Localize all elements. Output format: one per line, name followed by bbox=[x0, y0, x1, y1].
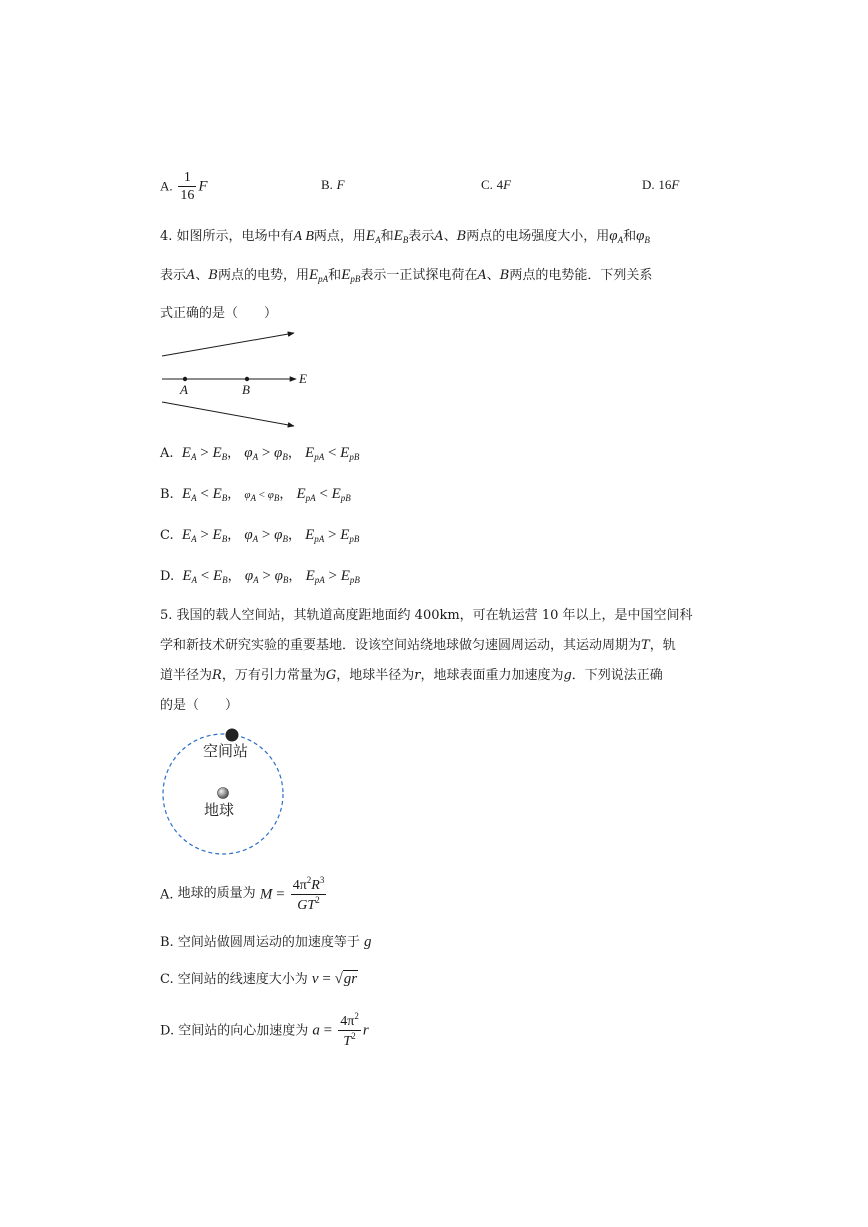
orbit-circle bbox=[163, 734, 283, 854]
q4-line-3: 式正确的是（ ） bbox=[160, 306, 278, 321]
q5-line-1: 5. 我国的载人空间站，其轨道高度距地面约 400km，可在轨运营 10 年以上，是中国空间科 bbox=[160, 608, 693, 623]
q4-option-c: C. $E_A > E_B$， $\varphi_A > \varphi_B$， $E_{pA} > E_{pB}$ bbox=[160, 527, 360, 544]
q5-option-c: C. 空间站的线速度大小为 v = √gr bbox=[160, 971, 358, 987]
point-a-label: A bbox=[180, 382, 188, 397]
field-e-label: E bbox=[299, 371, 307, 386]
point-b-dot bbox=[245, 377, 249, 381]
field-line-top bbox=[162, 333, 294, 356]
q4-option-d: D. $E_A < E_B$， $\varphi_A > \varphi_B$， $E_{pA} > E_{pB}$ bbox=[160, 568, 360, 585]
point-a-dot bbox=[183, 377, 187, 381]
q3-option-a: A. $\frac{1}{16}$ F bbox=[160, 170, 208, 204]
q4-line-1: 4. 如图所示，电场中有A B两点，用$E_A$和$E_B$表示A、B两点的电场强度大小，用$\varphi_A$和$\varphi_B$ bbox=[160, 228, 650, 245]
q5-option-a: A. 地球的质量为 M = $\frac{4\pi^2R^3}{GT^2}$ bbox=[160, 875, 325, 914]
q5-line-4: 的是（ ） bbox=[160, 698, 239, 713]
mass-fraction: $\frac{4\pi^2R^3}{GT^2}$ bbox=[292, 875, 325, 914]
q5-option-b: B. 空间站做圆周运动的加速度等于 g bbox=[160, 934, 372, 950]
q5-option-d: D. 空间站的向心加速度为 a = $\frac{4\pi^2}{T^2}$ r bbox=[160, 1011, 369, 1050]
q3-option-c: C. 4F bbox=[481, 177, 512, 192]
q4-option-a: A. $E_A > E_B$， $\varphi_A > \varphi_B$， $E_{pA} < E_{pB}$ bbox=[160, 445, 360, 462]
field-line-bottom bbox=[162, 402, 294, 426]
q4-line-2: 表示A、B两点的电势，用$E_{pA}$和$E_{pB}$表示一正试探电荷在A、B两点的电势能．下列关系 bbox=[160, 267, 653, 284]
q3-option-b: B. F bbox=[321, 177, 345, 192]
q5-line-3: 道半径为R，万有引力常量为G，地球半径为r，地球表面重力加速度为g．下列说法正确 bbox=[160, 668, 663, 683]
station-label: 空间站 bbox=[203, 742, 249, 760]
q5-line-2: 学和新技术研究实验的重要基地．设该空间站绕地球做匀速圆周运动，其运动周期为T，轨 bbox=[160, 638, 676, 653]
earth-dot bbox=[218, 788, 229, 799]
earth-label: 地球 bbox=[204, 801, 235, 819]
space-station-dot bbox=[226, 729, 239, 742]
q4-option-b: B. $E_A < E_B$， $\varphi_A < \varphi_B$， $E_{pA} < E_{pB}$ bbox=[160, 486, 351, 503]
point-b-label: B bbox=[242, 382, 250, 397]
option-letter: A. bbox=[160, 178, 173, 194]
fraction-one-sixteenth: $\frac{1}{16}$ bbox=[180, 170, 195, 204]
accel-fraction: $\frac{4\pi^2}{T^2}$ bbox=[340, 1011, 359, 1050]
q3-option-d: D. 16F bbox=[642, 177, 680, 192]
